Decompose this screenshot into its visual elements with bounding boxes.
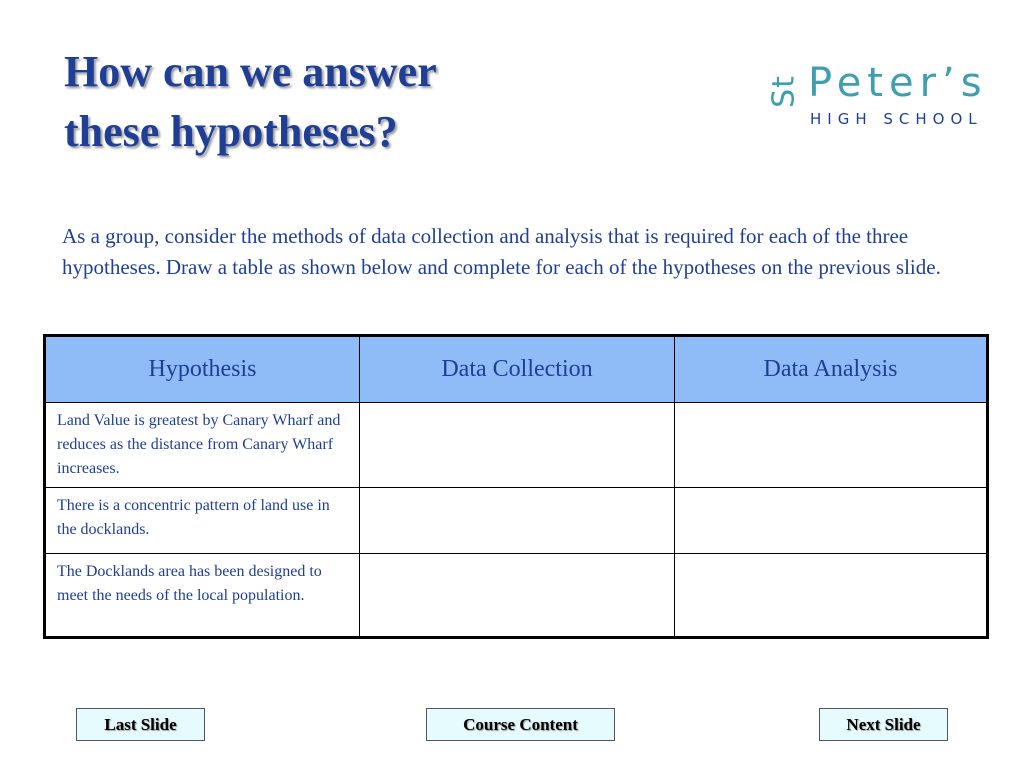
page-title-line-1: How can we answer bbox=[64, 47, 437, 96]
logo-subtitle: HIGH SCHOOL bbox=[810, 110, 983, 128]
data-collection-cell bbox=[360, 403, 675, 488]
page-title-line-2: these hypotheses? bbox=[64, 107, 398, 156]
table-header-row bbox=[45, 336, 988, 403]
table-row bbox=[45, 554, 988, 638]
school-logo bbox=[762, 60, 1012, 130]
table-row bbox=[45, 488, 988, 554]
hypothesis-table bbox=[43, 334, 989, 639]
hypothesis-cell: Land Value is greatest by Canary Wharf and reduces as the distance from Canary Wharf increases. bbox=[45, 403, 360, 488]
data-collection-cell bbox=[360, 554, 675, 638]
logo-st: St bbox=[766, 75, 802, 108]
instructions-text: As a group, consider the methods of data collection and analysis that is required for each of the three hypotheses. Draw a table as shown below and complete for each of the hypotheses on the previous slide. bbox=[62, 224, 941, 279]
data-analysis-cell bbox=[675, 403, 988, 488]
header-hypothesis: Hypothesis bbox=[45, 336, 360, 403]
data-analysis-cell bbox=[675, 488, 988, 554]
last-slide-button[interactable]: Last Slide bbox=[76, 708, 205, 741]
header-data-collection: Data Collection bbox=[360, 336, 675, 403]
table-row bbox=[45, 403, 988, 488]
data-analysis-cell bbox=[675, 554, 988, 638]
header-data-analysis: Data Analysis bbox=[675, 336, 988, 403]
course-content-button[interactable]: Course Content bbox=[426, 708, 615, 741]
page-title bbox=[64, 42, 624, 162]
hypothesis-cell: There is a concentric pattern of land use in the docklands. bbox=[45, 488, 360, 554]
next-slide-button[interactable]: Next Slide bbox=[819, 708, 948, 741]
hypothesis-cell: The Docklands area has been designed to meet the needs of the local population. bbox=[45, 554, 360, 638]
data-collection-cell bbox=[360, 488, 675, 554]
logo-name: Peter’s bbox=[808, 60, 988, 106]
